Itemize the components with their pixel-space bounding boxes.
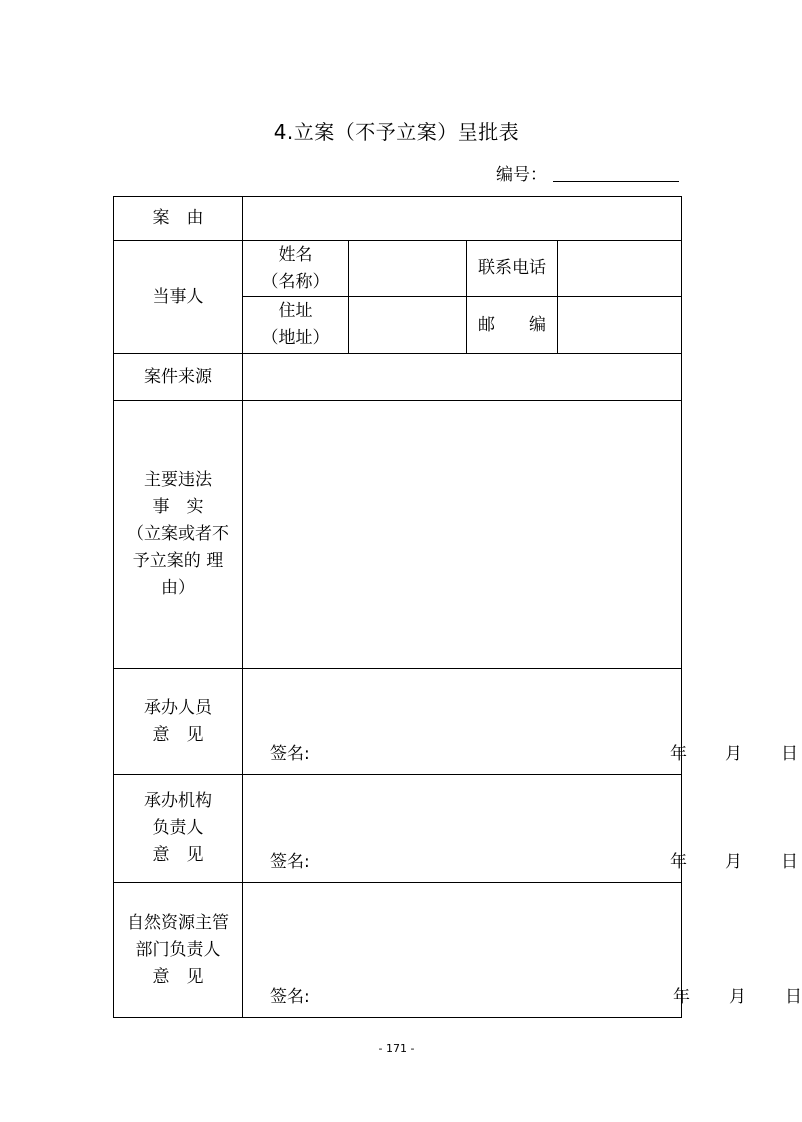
address-field[interactable] <box>349 297 467 354</box>
signature-label: 签名: <box>270 744 310 764</box>
signature-label: 签名: <box>270 852 310 872</box>
page-number: - 171 - <box>378 1042 415 1055</box>
address-label: 住址 （地址） <box>243 297 349 354</box>
case-reason-field[interactable] <box>243 197 682 241</box>
day-label: 日 <box>785 987 802 1007</box>
case-reason-label: 案 由 <box>114 197 243 241</box>
case-source-label: 案件来源 <box>114 354 243 401</box>
serial-number-field[interactable] <box>553 181 679 182</box>
month-label: 月 <box>725 744 742 764</box>
month-label: 月 <box>725 852 742 872</box>
signature-label: 签名: <box>270 987 310 1007</box>
agency-opinion-field[interactable] <box>243 775 798 883</box>
postcode-field[interactable] <box>558 297 682 354</box>
phone-field[interactable] <box>558 241 682 297</box>
postcode-label: 邮 编 <box>467 297 558 354</box>
year-label: 年 <box>670 852 687 872</box>
day-label: 日 <box>781 852 798 872</box>
phone-label: 联系电话 <box>467 241 558 297</box>
main-facts-label: 主要违法 事 实 （立案或者不 予立案的 理 由） <box>114 401 243 669</box>
year-label: 年 <box>673 987 690 1007</box>
name-label: 姓名 （名称） <box>243 241 349 297</box>
department-opinion-field[interactable] <box>243 883 802 1018</box>
serial-number-label: 编号： <box>496 165 547 185</box>
party-label: 当事人 <box>114 241 243 354</box>
name-field[interactable] <box>349 241 467 297</box>
case-source-field[interactable] <box>243 354 682 401</box>
month-label: 月 <box>729 987 746 1007</box>
department-opinion-label: 自然资源主管 部门负责人 意 见 <box>114 883 243 1018</box>
agency-opinion-label: 承办机构 负责人 意 见 <box>114 775 243 883</box>
handler-opinion-label: 承办人员 意 见 <box>114 669 243 775</box>
day-label: 日 <box>781 744 798 764</box>
handler-opinion-field[interactable] <box>243 669 798 775</box>
main-facts-field[interactable] <box>243 401 682 669</box>
year-label: 年 <box>670 744 687 764</box>
document-title: 4.立案（不予立案）呈批表 <box>273 120 520 144</box>
approval-form-table <box>113 196 802 1018</box>
